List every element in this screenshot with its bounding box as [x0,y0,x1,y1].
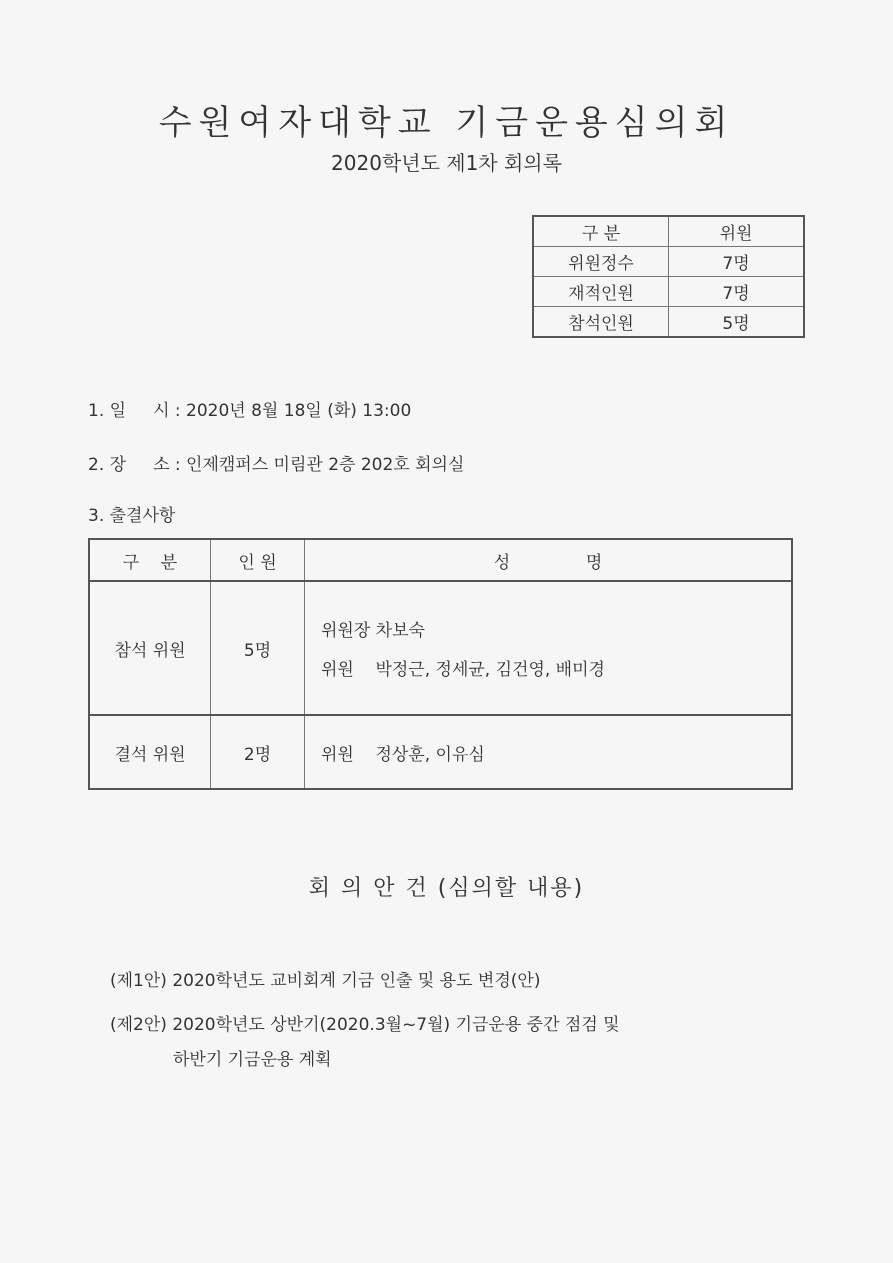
header-members: 위원 [669,216,805,247]
attendance-header-row [89,539,792,581]
chair-line: 위원장 차보숙 [321,621,425,641]
attendance-table [88,538,793,790]
page-subtitle: 2020학년도 제1차 회의록 [331,151,562,175]
present-row [89,581,792,715]
agenda-item-2-continued: 하반기 기금운용 계획 [173,1050,332,1070]
table-row [533,247,804,277]
row-label: 위원정수 [533,247,669,277]
page-title: 수원여자대학교 기금운용심의회 [158,103,735,143]
header-category: 구 분 [533,216,669,247]
absent-category: 결석 위원 [89,715,211,789]
table-row [533,277,804,307]
table-header-row [533,216,804,247]
row-value: 7명 [669,277,805,307]
table-row [533,307,804,338]
header-names: 성 명 [305,539,793,581]
header-category: 구 분 [89,539,211,581]
members-line: 위원 박정근, 정세균, 김건영, 배미경 [321,660,605,680]
absent-row [89,715,792,789]
agenda-item-1: (제1안) 2020학년도 교비회계 기금 인출 및 용도 변경(안) [110,971,541,991]
attendance-heading: 3. 출결사항 [88,506,176,526]
header-count: 인 원 [211,539,305,581]
present-category: 참석 위원 [89,581,211,715]
agenda-title: 회 의 안 건 (심의할 내용) [308,876,585,901]
meeting-date: 1. 일 시 : 2020년 8월 18일 (화) 13:00 [88,401,412,421]
row-value: 7명 [669,247,805,277]
row-value: 5명 [669,307,805,338]
absent-count: 2명 [211,715,305,789]
present-count: 5명 [211,581,305,715]
absent-names: 위원 정상훈, 이유심 [305,715,793,789]
agenda-item-2: (제2안) 2020학년도 상반기(2020.3월~7월) 기금운용 중간 점검 및 [110,1015,620,1035]
present-names [305,581,793,715]
member-count-table [532,215,805,338]
meeting-place: 2. 장 소 : 인제캠퍼스 미림관 2층 202호 회의실 [88,455,465,475]
row-label: 재적인원 [533,277,669,307]
row-label: 참석인원 [533,307,669,338]
